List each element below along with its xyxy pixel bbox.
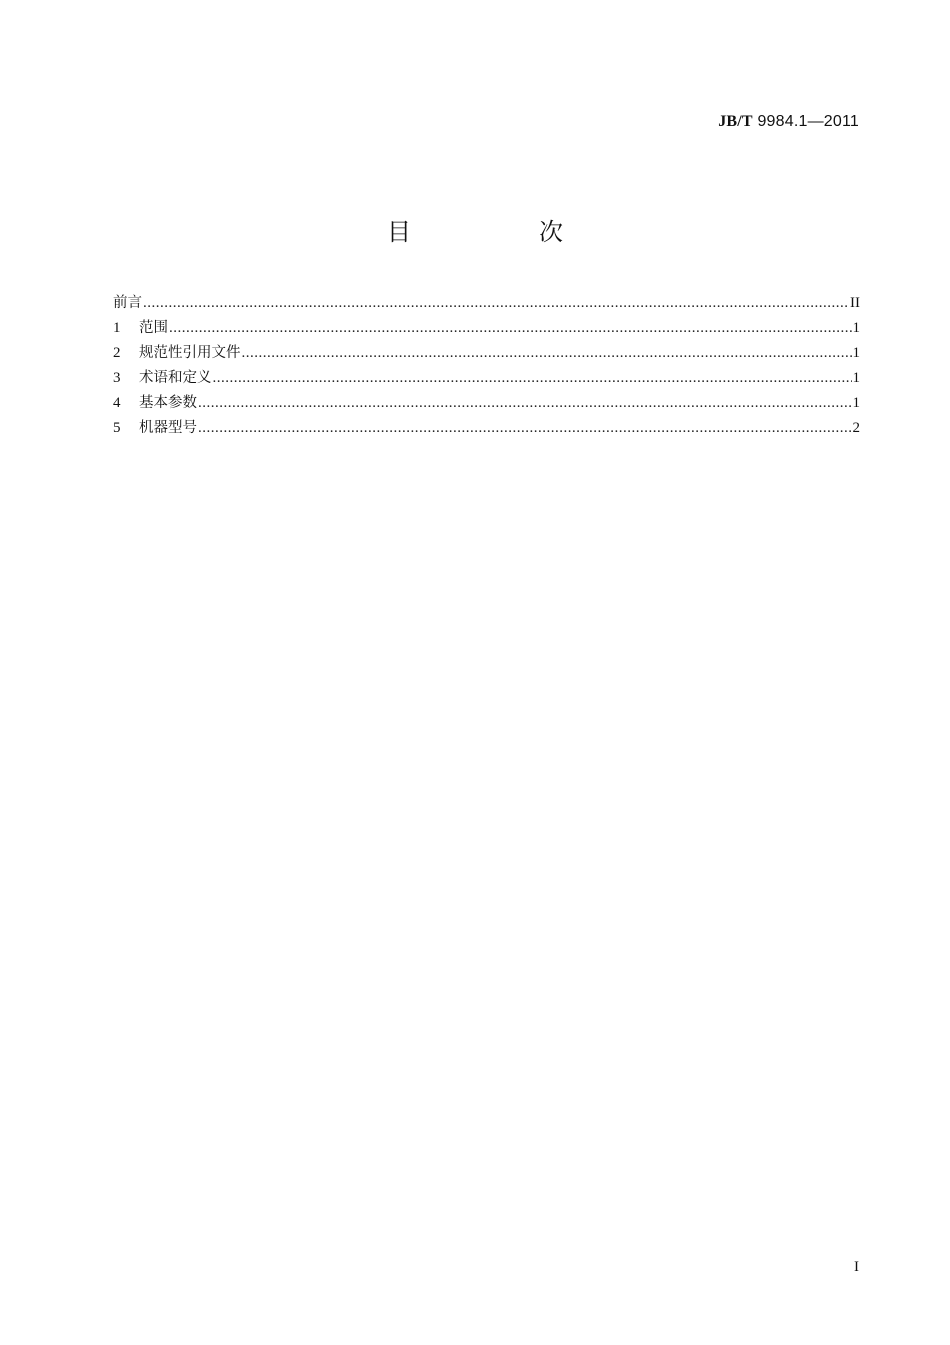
toc-entry-number: 5 [113,420,121,436]
toc-entry-page: 1 [852,395,860,411]
toc-entry-number: 2 [113,345,121,361]
toc-entry-scope[interactable] [113,316,860,341]
toc-entry-page: 1 [852,370,860,386]
toc-entry-basic-parameters[interactable] [113,391,860,416]
toc-dot-leader [143,291,849,316]
toc-entry-foreword[interactable] [113,291,860,316]
table-of-contents [113,291,860,441]
toc-entry-label: 术语和定义 [139,370,212,386]
toc-title: 目 次 [387,218,615,246]
toc-entry-page: 2 [852,420,860,436]
toc-entry-label: 基本参数 [139,395,197,411]
toc-dot-leader [169,316,852,341]
toc-entry-terms-definitions[interactable] [113,366,860,391]
toc-dot-leader [198,416,852,441]
toc-entry-label: 范围 [139,320,168,336]
toc-entry-page: 1 [852,320,860,336]
toc-dot-leader [242,341,852,366]
toc-entry-label: 机器型号 [139,420,197,436]
toc-entry-number: 4 [113,395,121,411]
toc-entry-machine-model[interactable] [113,416,860,441]
toc-entry-page: 1 [852,345,860,361]
toc-entry-label: 规范性引用文件 [139,345,241,361]
toc-dot-leader [213,366,852,391]
toc-entry-normative-references[interactable] [113,341,860,366]
toc-entry-number: 3 [113,370,121,386]
toc-entry-number: 1 [113,320,121,336]
toc-entry-label: 前言 [113,295,142,311]
standard-prefix: JB/T [718,113,753,130]
standard-code: 9984.1—2011 [757,113,859,130]
toc-entry-page: II [850,295,860,311]
toc-dot-leader [198,391,852,416]
standard-number [718,113,859,131]
page-number: I [854,1259,859,1275]
